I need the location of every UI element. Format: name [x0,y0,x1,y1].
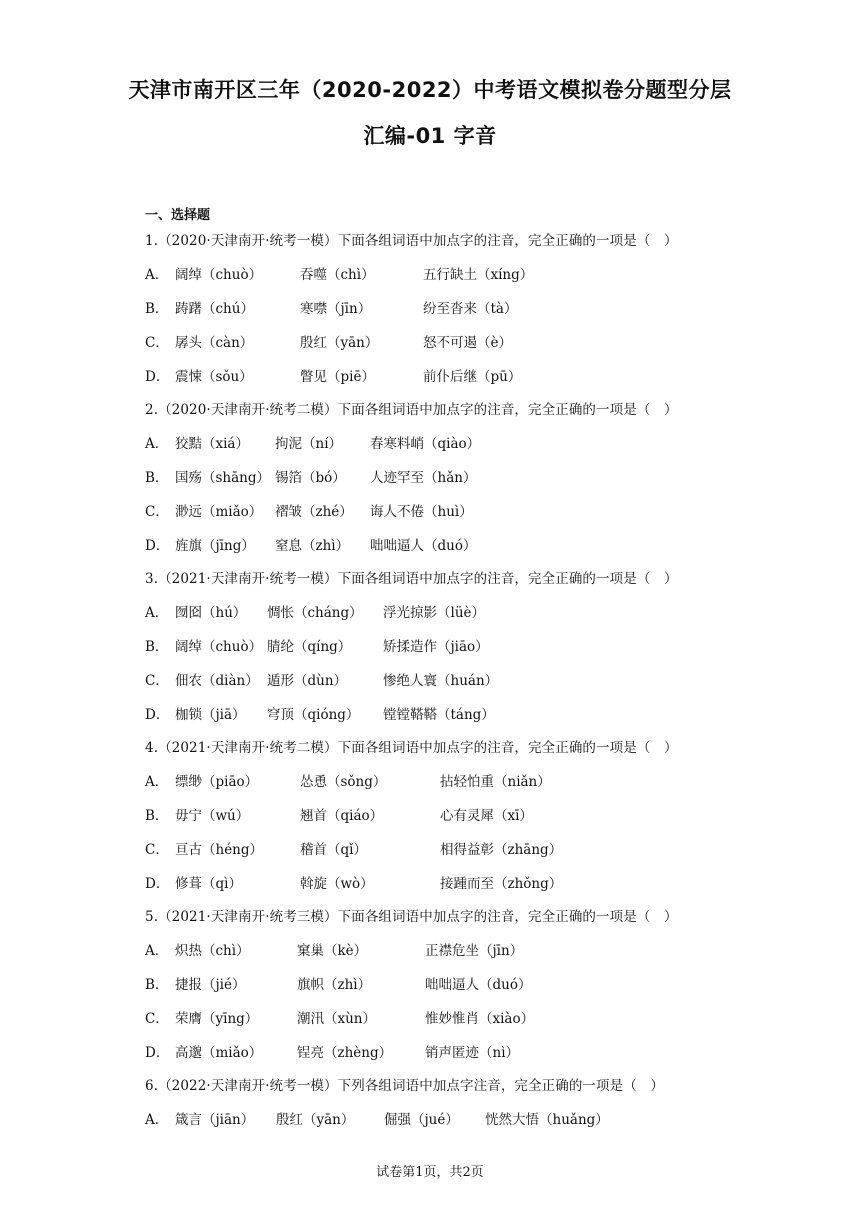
option-term: 殷红（yān） [300,335,379,351]
option-term: 窒息（zhì） [275,538,350,554]
option-term: 寒噤（jīn） [300,301,372,317]
option-term: 箴言（jiān） [175,1112,255,1128]
option-term: 惆怅（cháng） [267,605,363,621]
option-term: 踌躇（chú） [175,301,254,317]
option-term: 惟妙惟肖（xiào） [425,1011,535,1027]
answer-option [145,942,745,960]
option-term: 心有灵犀（xī） [440,808,533,824]
answer-option [145,604,745,622]
option-term: 阔绰（chuò） [175,639,263,655]
option-term: 旌旗（jīng） [175,538,255,554]
option-label: D． [145,876,170,892]
option-term: 荣膺（yīng） [175,1011,259,1027]
option-term: 吞噬（chì） [300,267,375,283]
option-term: 销声匿迹（nì） [425,1045,520,1061]
question-stem: 4.（2021·天津南开·统考二模）下面各组词语中加点字的注音，完全正确的一项是（ ） [145,740,678,756]
answer-option [145,469,745,487]
option-label: B． [145,977,169,993]
option-term: 诲人不倦（huì） [370,504,473,520]
option-label: A． [145,436,169,452]
answer-option [145,841,745,859]
option-term: 渺远（miǎo） [175,504,263,520]
option-term: 相得益彰（zhāng） [440,842,563,858]
answer-option [145,435,745,453]
option-term: 人迹罕至（hǎn） [370,470,477,486]
option-term: 潮汛（xùn） [297,1011,377,1027]
option-term: 毋宁（wú） [175,808,250,824]
option-term: 孱头（càn） [175,335,254,351]
option-term: 拘泥（ní） [275,436,343,452]
option-label: D． [145,1045,170,1061]
answer-option [145,638,745,656]
answer-option [145,537,745,555]
option-term: 五行缺土（xíng） [423,267,534,283]
option-label: B． [145,301,169,317]
option-term: 震悚（sǒu） [175,369,253,385]
answer-option [145,706,745,724]
document-title-line-1: 天津市南开区三年（2020-2022）中考语文模拟卷分题型分层 [128,78,732,102]
option-term: 咄咄逼人（duó） [425,977,532,993]
question-stem: 1.（2020·天津南开·统考一模）下面各组词语中加点字的注音，完全正确的一项是（ ） [145,233,678,249]
option-term: 高邈（miǎo） [175,1045,263,1061]
option-label: A． [145,1112,169,1128]
option-label: A． [145,774,169,790]
option-term: 咄咄逼人（duó） [370,538,477,554]
option-term: 惨绝人寰（huán） [383,673,499,689]
option-label: A． [145,267,169,283]
option-term: 锡箔（bó） [275,470,346,486]
answer-option [145,672,745,690]
option-label: D． [145,538,170,554]
option-term: 前仆后继（pū） [423,369,522,385]
option-term: 阔绰（chuò） [175,267,263,283]
option-term: 怂恿（sǒng） [300,774,387,790]
option-term: 斡旋（wò） [300,876,374,892]
option-term: 正襟危坐（jīn） [425,943,524,959]
option-term: 接踵而至（zhǒng） [440,876,563,892]
option-term: 锃亮（zhèng） [297,1045,393,1061]
question-stem: 6.（2022·天津南开·统考一模）下列各组词语中加点字注音，完全正确的一项是（ ） [145,1078,665,1094]
option-term: 矫揉造作（jiāo） [383,639,489,655]
option-label: C． [145,335,169,351]
answer-option [145,1010,745,1028]
answer-option [145,875,745,893]
page-footer: 试卷第1页，共2页 [376,1165,484,1180]
option-term: 殷红（yān） [276,1112,355,1128]
option-term: 囫囵（hú） [175,605,247,621]
option-term: 恍然大悟（huǎng） [485,1112,609,1128]
option-label: A． [145,605,169,621]
option-term: 捷报（jié） [175,977,246,993]
option-label: C． [145,673,169,689]
option-label: C． [145,842,169,858]
option-term: 窠巢（kè） [297,943,368,959]
option-term: 缥缈（piāo） [175,774,259,790]
option-term: 拈轻怕重（niǎn） [440,774,551,790]
option-term: 遁形（dùn） [267,673,348,689]
option-term: 腈纶（qíng） [267,639,352,655]
answer-option [145,266,745,284]
option-term: 浮光掠影（lüè） [383,605,486,621]
answer-option [145,1044,745,1062]
option-term: 瞥见（piē） [300,369,375,385]
option-term: 旗帜（zhì） [297,977,372,993]
question-stem: 5.（2021·天津南开·统考三模）下面各组词语中加点字的注音，完全正确的一项是（ ） [145,909,678,925]
option-term: 枷锁（jiā） [175,707,246,723]
option-term: 佃农（diàn） [175,673,259,689]
option-label: A． [145,943,169,959]
answer-option [145,1111,745,1129]
option-term: 穹顶（qióng） [267,707,360,723]
option-term: 国殇（shāng） [175,470,271,486]
option-term: 镗镗鞳鞳（táng） [383,707,495,723]
option-label: C． [145,504,169,520]
answer-option [145,976,745,994]
question-stem: 2.（2020·天津南开·统考二模）下面各组词语中加点字的注音，完全正确的一项是（ ） [145,402,678,418]
option-label: B． [145,639,169,655]
option-term: 纷至沓来（tà） [423,301,518,317]
document-title-line-2: 汇编-01 字音 [363,124,497,148]
question-stem: 3.（2021·天津南开·统考一模）下面各组词语中加点字的注音，完全正确的一项是（ ） [145,571,678,587]
option-term: 倔强（jué） [384,1112,459,1128]
section-heading: 一、选择题 [145,208,211,223]
answer-option [145,503,745,521]
option-label: B． [145,808,169,824]
option-term: 怒不可遏（è） [423,335,512,351]
option-term: 春寒料峭（qiào） [370,436,481,452]
option-term: 狡黠（xiá） [175,436,249,452]
answer-option [145,368,745,386]
answer-option [145,300,745,318]
option-term: 褶皱（zhé） [275,504,353,520]
option-term: 翘首（qiáo） [300,808,384,824]
option-label: C． [145,1011,169,1027]
option-term: 稽首（qǐ） [300,842,367,858]
answer-option [145,334,745,352]
option-label: D． [145,707,170,723]
answer-option [145,773,745,791]
answer-option [145,807,745,825]
option-term: 炽热（chì） [175,943,250,959]
option-term: 修葺（qì） [175,876,242,892]
option-term: 亘古（héng） [175,842,264,858]
option-label: B． [145,470,169,486]
option-label: D． [145,369,170,385]
